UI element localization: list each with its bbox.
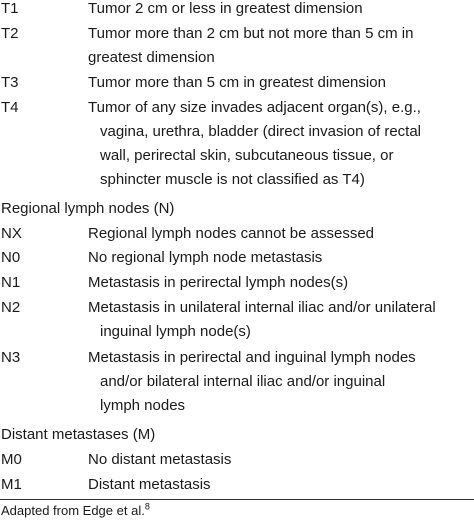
stage-description [88,0,472,21]
description-line: Regional lymph nodes cannot be assessed [88,225,375,242]
stage-code: T2 [1,25,19,42]
description-line: Tumor of any size invades adjacent organ(s), e.g., [88,99,421,116]
description-line: inguinal lymph node(s) [100,323,251,340]
stage-description [88,296,472,344]
footnote-text: Adapted from Edge et al. [1,503,145,518]
stage-code: T3 [1,74,19,91]
description-line: Distant metastasis [88,476,211,493]
description-line: Tumor more than 5 cm in greatest dimension [88,74,386,91]
description-line: sphincter muscle is not classified as T4) [100,171,365,188]
section-heading-regional: Regional lymph nodes (N) [1,200,175,217]
stage-description [88,71,472,95]
description-line: lymph nodes [100,397,186,414]
stage-code: N3 [1,349,21,366]
description-line: greatest dimension [88,49,215,66]
description-line: Metastasis in unilateral internal iliac and/or unilateral [88,299,436,316]
description-line: No regional lymph node metastasis [88,249,323,266]
section-heading-distant: Distant metastases (M) [1,426,156,443]
description-line: wall, perirectal skin, subcutaneous tissue, or [100,147,394,164]
description-line: Tumor 2 cm or less in greatest dimension [88,0,363,17]
stage-description [88,346,472,418]
stage-code: NX [1,225,22,242]
stage-code: T1 [1,0,19,17]
stage-code: N1 [1,274,21,291]
description-line: Tumor more than 2 cm but not more than 5 cm in [88,25,414,42]
description-line: Metastasis in perirectal and inguinal lymph nodes [88,349,416,366]
footnote-reference: 8 [144,501,150,512]
stage-description [88,448,472,472]
table-bottom-rule [0,499,474,500]
description-line: and/or bilateral internal iliac and/or inguinal [100,373,386,390]
stage-code: M1 [1,476,22,493]
stage-description [88,222,472,246]
stage-code: T4 [1,99,19,116]
table-footnote [1,502,150,520]
stage-description [88,96,472,192]
description-line: No distant metastasis [88,451,232,468]
description-line: vagina, urethra, bladder (direct invasion of rectal [100,123,422,140]
stage-description [88,473,472,497]
stage-code: M0 [1,451,22,468]
description-line: Metastasis in perirectal lymph nodes(s) [88,274,349,291]
stage-code: N2 [1,299,21,316]
stage-description [88,246,472,270]
stage-description [88,22,472,70]
stage-code: N0 [1,249,21,266]
stage-description [88,271,472,295]
